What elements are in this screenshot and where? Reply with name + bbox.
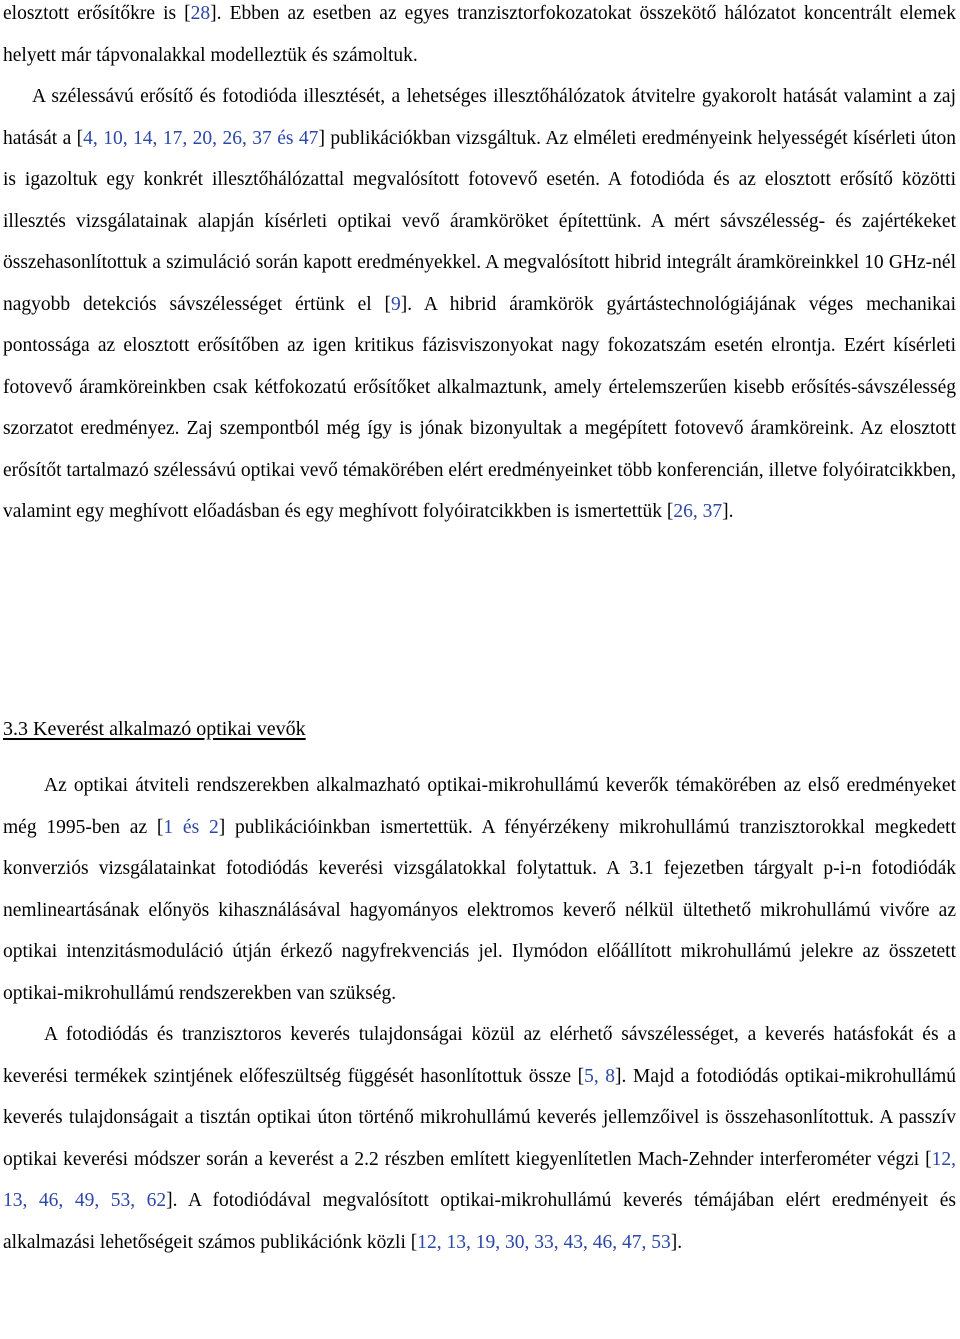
paragraph-comparison <box>3 1014 956 1263</box>
paragraph-text: ]. <box>722 501 734 522</box>
paragraph-text: ]. <box>670 1231 683 1253</box>
paragraph-text: ] publikációinkban ismertettük. A fényérzékeny mikrohullámú tranzisztorokkal megkedett konverziós vizsgálatainkat fotodiódás keverési vizsgálatokkal folytattuk. A 3.1 fejezetben tárgyalt p-i-n fotodiódák nemlineartásának előnyös kihasználásával hagyományos elektromos keverő nélkül ültethető mikrohullámú vivőre az optikai intenzitásmoduláció útján érkező nagyfrekvenciás jel. Ilymódon előállított mikrohullámú jelekre az összetett optikai-mikrohullámú rendszerekben van szükség. <box>3 816 956 1004</box>
paragraph-text: ]. Ebben az esetben az egyes tranzisztorfokozatokat összekötő hálózatot koncentrált elemek helyett már tápvonalakkal modelleztük és számoltuk. <box>3 3 956 66</box>
paragraph-text: A fotodiódás és tranzisztoros keverés tulajdonságai közül az elérhető sávszélességet, a keverés hatásfokát és a keverési termékek szintjének előfeszültség függését hasonlítottuk össze [ <box>3 1024 956 1087</box>
citation-link[interactable]: 26, 37 <box>673 501 723 522</box>
paragraph-matching <box>3 76 956 533</box>
paragraph-mixers <box>3 765 956 1014</box>
citation-link[interactable]: 1 és 2 <box>163 816 219 838</box>
citation-link[interactable]: 4, 10, 14, 17, 20, 26, 37 és 47 <box>83 127 319 149</box>
paragraph-text: elosztott erősítőkre is [ <box>3 3 191 24</box>
citation-link[interactable]: 12, 13, 46, 49, 53, 62 <box>3 1148 956 1211</box>
paragraph-text: A szélessávú erősítő és fotodióda illesztését, a lehetséges illesztőhálózatok átvitelre gyakorolt hatását valamint a zaj hatását a [ <box>3 86 956 149</box>
paragraph-text: ]. A hibrid áramkörök gyártástechnológiájának véges mechanikai pontossága az elosztott erősítőben az igen kritikus fázisviszonyokat nagy fokozatszám esetén elrontja. Ezért kísérleti fotovevő áramköreinkben csak kétfokozatú erősítőket alkalmaztunk, amely értelemszerűen kisebb erősítés-sávszélesség szorzatot eredményez. Zaj szempontból még így is jónak bizonyultak a megépített fotovevő áramköreink. Az elosztott erősítőt tartalmazó szélessávú optikai vevő témakörében elért eredményeinket több konferencián, illetve folyóiratcikkben, valamint egy meghívott előadásban és egy meghívott folyóiratcikkben is ismertettük [ <box>3 293 956 522</box>
citation-link[interactable]: 28 <box>190 3 211 24</box>
citation-link[interactable]: 5, 8 <box>584 1065 616 1087</box>
section-heading: 3.3 Keverést alkalmazó optikai vevők <box>3 718 306 740</box>
paragraph-text: ]. A fotodiódával megvalósított optikai-mikrohullámú keverés témájában elért eredményeit és alkalmazási lehetőségeit számos publikációnk közli [ <box>3 1190 957 1253</box>
paragraph-text: ] publikációkban vizsgáltuk. Az elméleti eredményeink helyességét kísérleti úton is igazoltuk egy konkrét illesztőhálózattal megvalósított fotovevő esetén. A fotodióda és az elosztott erősítő közötti illesztés vizsgálatainak alapján kísérleti optikai vevő áramköröket építettünk. A mért sávszélesség- és zajértékeket összehasonlítottuk a szimuláció során kapott eredményekkel. A megvalósított hibrid integrált áramköreinkkel 10 GHz-nél nagyobb detekciós sávszélességet értünk el [ <box>3 127 956 315</box>
paragraph-intro <box>3 0 956 76</box>
citation-link[interactable]: 12, 13, 19, 30, 33, 43, 46, 47, 53 <box>417 1231 671 1253</box>
paragraph-text: Az optikai átviteli rendszerekben alkalmazható optikai-mikrohullámú keverők témakörében az első eredményeket még 1995-ben az [ <box>3 775 956 838</box>
section-body <box>3 765 956 1263</box>
paragraph-text: ]. Majd a fotodiódás optikai-mikrohullámú keverés tulajdonságait a tisztán optikai úton történő mikrohullámú keverés jellemzőivel is összehasonlítottuk. A passzív optikai keverési módszer során a keverést a 2.2 részben említett kiegyenlítetlen Mach-Zehnder interferométer végzi [ <box>3 1065 957 1170</box>
citation-link[interactable]: 9 <box>391 293 401 315</box>
